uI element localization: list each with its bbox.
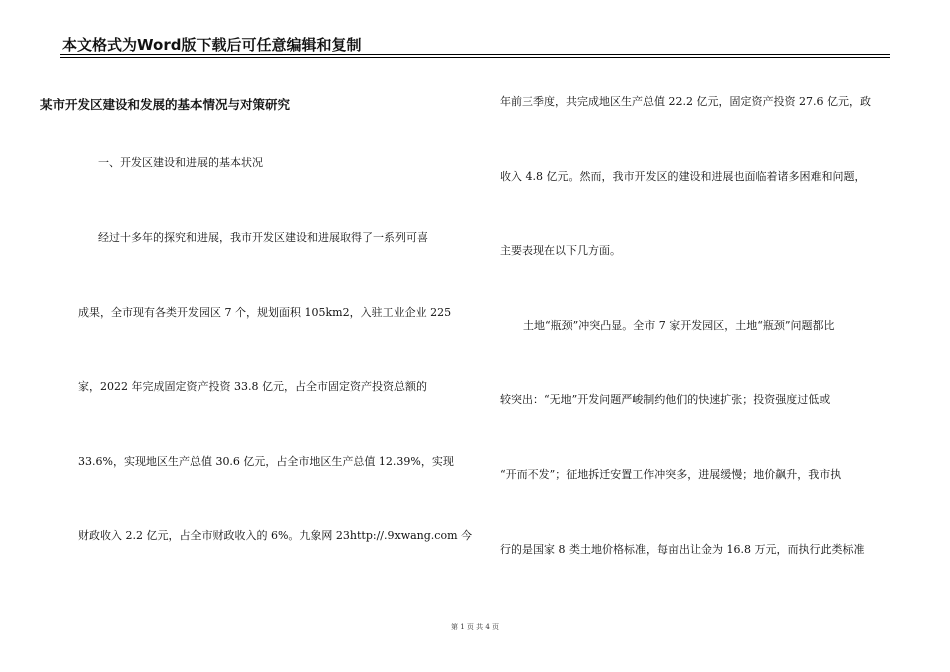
body-line: 主要表现在以下几方面。 bbox=[500, 244, 621, 257]
body-line: 经过十多年的探究和进展，我市开发区建设和进展取得了一系列可喜 bbox=[98, 231, 428, 244]
header-rule-bottom bbox=[60, 57, 890, 58]
page-header-title: 本文格式为Word版下载后可任意编辑和复制 bbox=[62, 36, 362, 54]
body-line: 年前三季度，共完成地区生产总值 22.2 亿元，固定资产投资 27.6 亿元，政 bbox=[500, 95, 871, 108]
page-footer: 第 1 页 共 4 页 bbox=[450, 623, 500, 631]
body-line: 财政收入 2.2 亿元，占全市财政收入的 6%。九象网 23http://.9xwang.com 今 bbox=[78, 529, 473, 542]
body-line: 土地“瓶颈”冲突凸显。全市 7 家开发园区，土地“瓶颈”问题都比 bbox=[523, 319, 835, 332]
header-rule-top bbox=[60, 54, 890, 55]
body-line: 收入 4.8 亿元。然而，我市开发区的建设和进展也面临着诸多困难和问题， bbox=[500, 170, 866, 183]
body-line: “开而不发”；征地拆迁安置工作冲突多，进展缓慢；地价飙升，我市执 bbox=[500, 468, 842, 481]
body-line: 行的是国家 8 类土地价格标准，每亩出让金为 16.8 万元，而执行此类标准 bbox=[500, 543, 865, 556]
body-line: 成果，全市现有各类开发园区 7 个，规划面积 105km2，入驻工业企业 225 bbox=[78, 306, 452, 319]
section-heading: 一、开发区建设和进展的基本状况 bbox=[98, 156, 263, 169]
body-line: 较突出：“无地”开发问题严峻制约他们的快速扩张；投资强度过低或 bbox=[500, 393, 831, 406]
body-line: 33.6%，实现地区生产总值 30.6 亿元，占全市地区生产总值 12.39%，实现 bbox=[78, 455, 454, 468]
document-title: 某市开发区建设和发展的基本情况与对策研究 bbox=[40, 97, 291, 112]
body-line: 家，2022 年完成固定资产投资 33.8 亿元，占全市固定资产投资总额的 bbox=[78, 380, 427, 393]
